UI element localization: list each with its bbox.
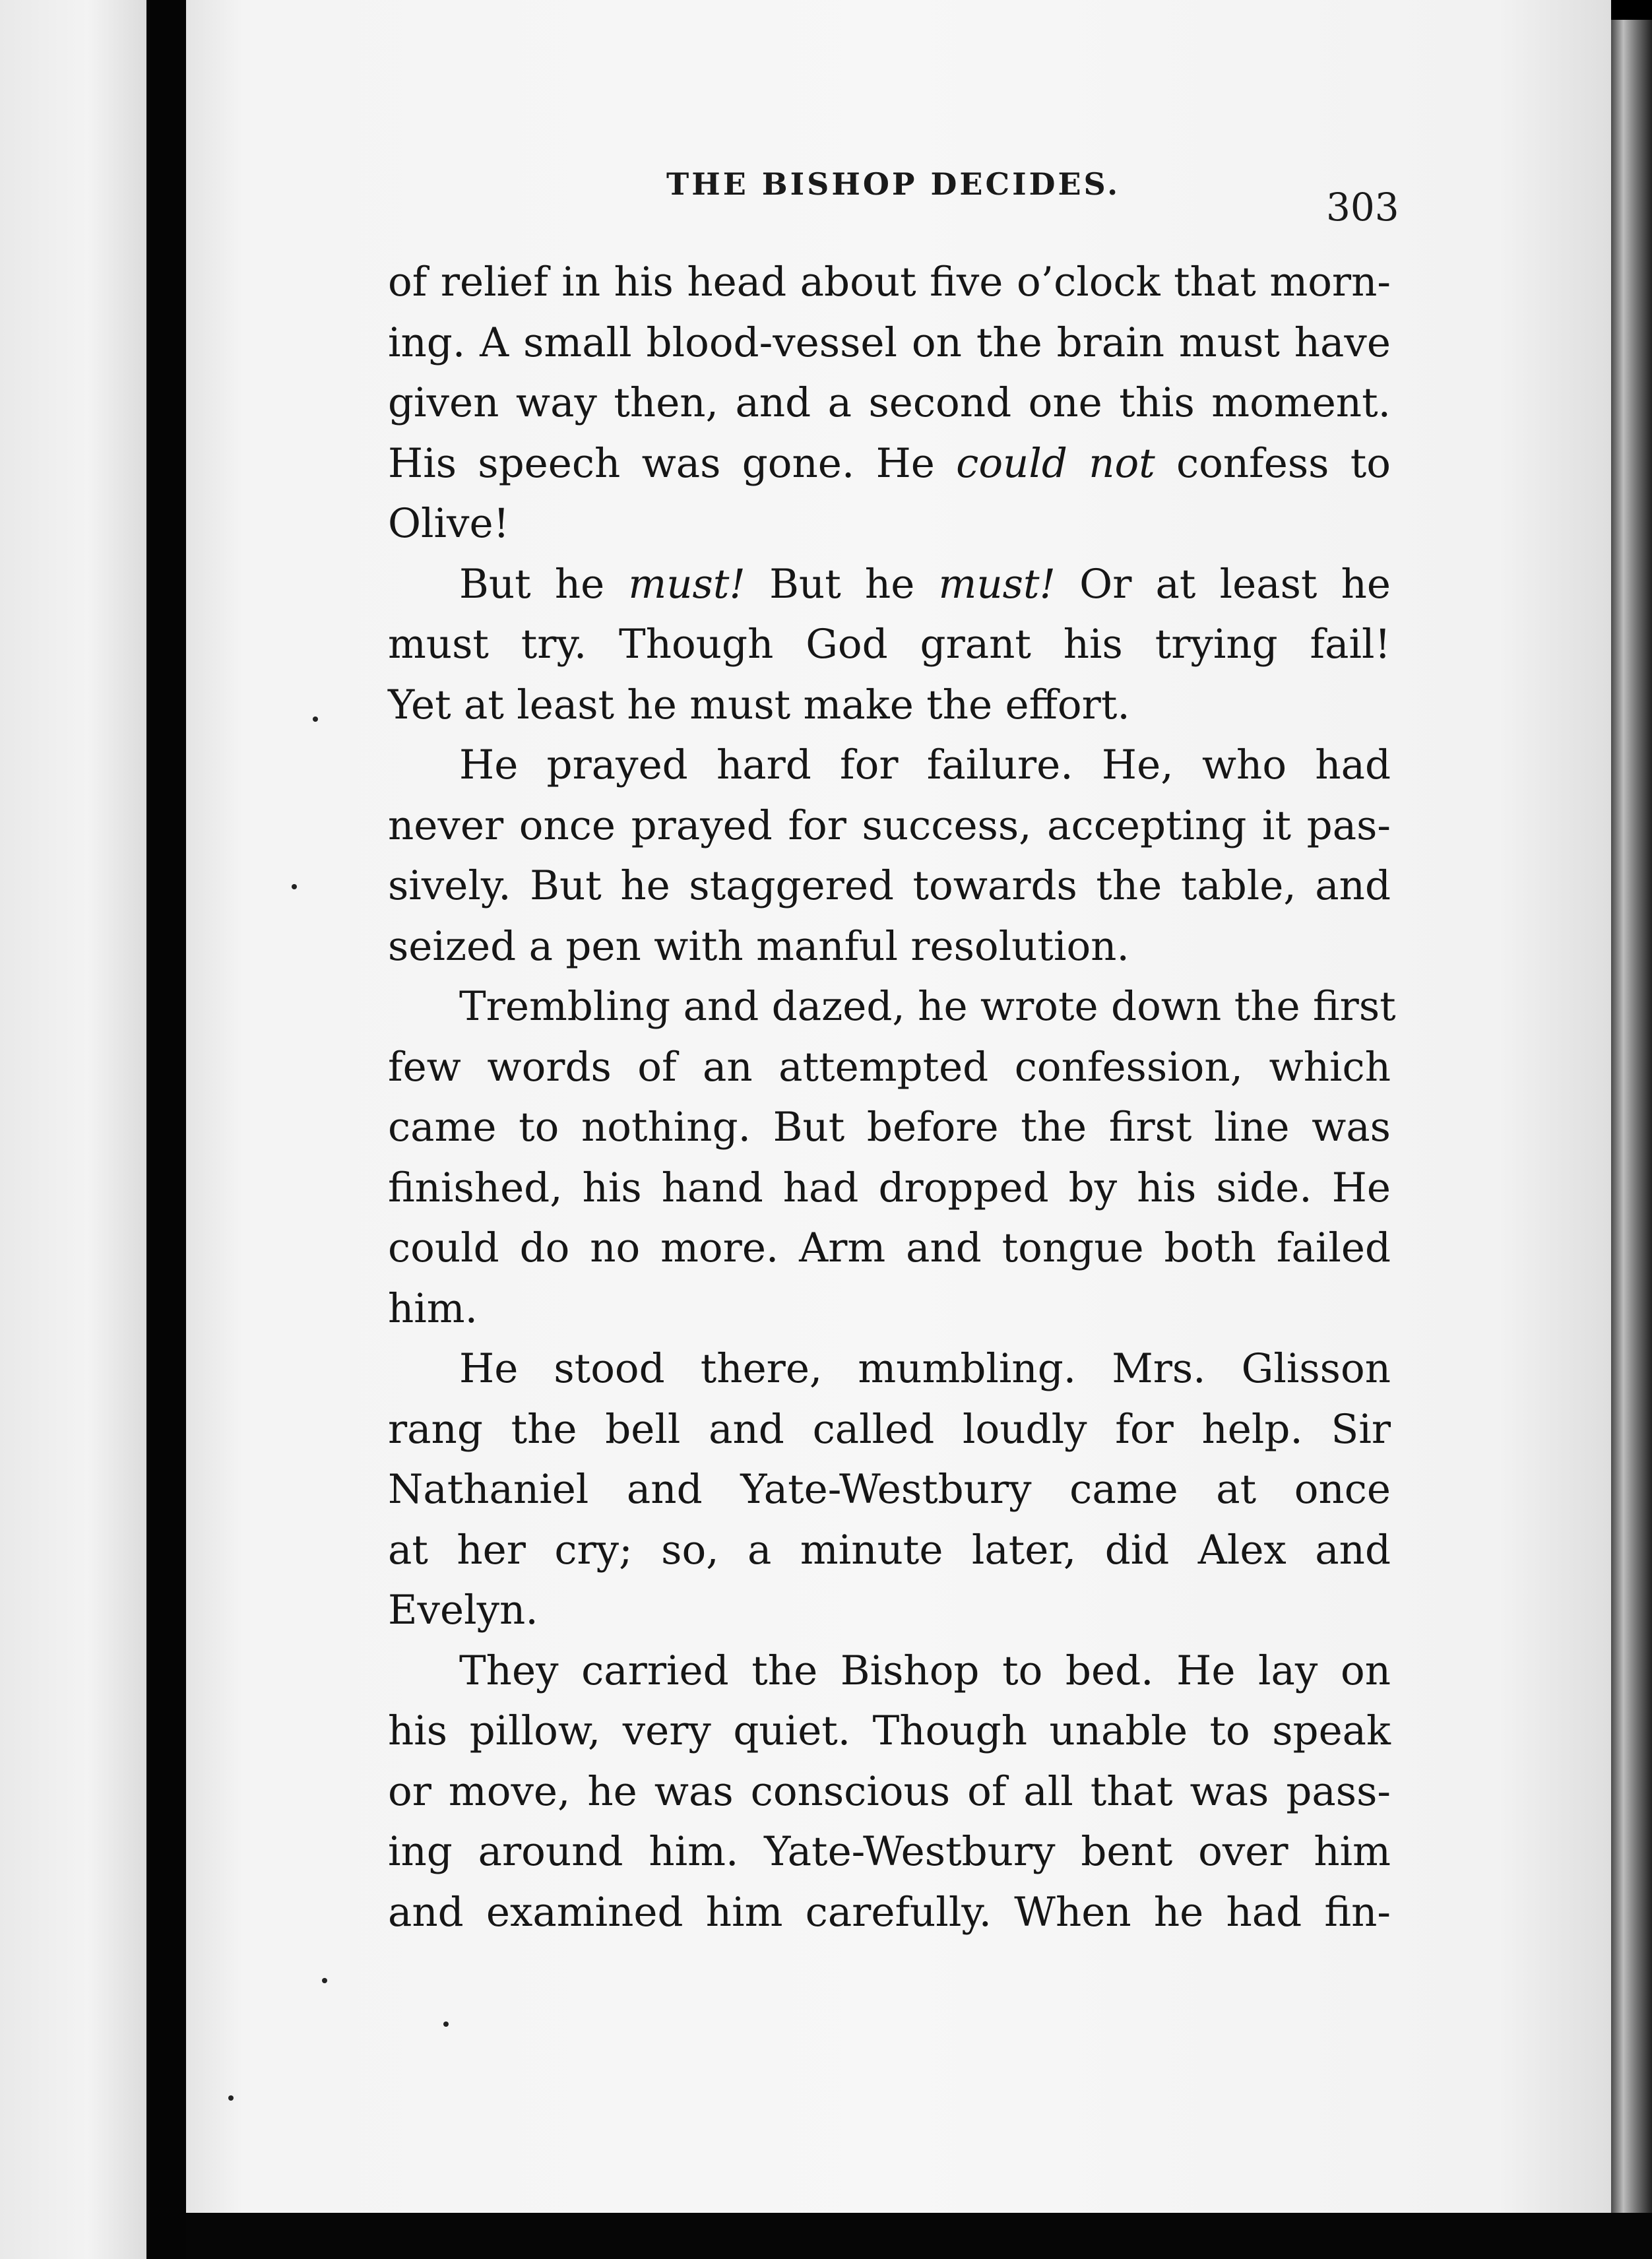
text-line: ing around him. Yate-Westbury bent over him [388,1828,1391,1875]
ink-speck [228,2095,234,2101]
text-run: But he [459,560,629,608]
text-line: Evelyn. [388,1587,538,1634]
text-line: never once prayed for success, accepting it pas- [388,802,1391,849]
paragraph [388,735,1391,976]
text-line: his pillow, very quiet. Though unable to speak [388,1707,1391,1754]
text-line: him. [388,1285,478,1332]
text-run: But he [745,560,939,608]
body-text [388,252,1396,1942]
bottom-shadow [186,2213,1652,2259]
ink-speck [322,1978,327,1983]
facing-page-edge [0,0,146,2259]
text-line: rang the bell and called loudly for help. Sir [388,1405,1391,1453]
text-run: confess to [1155,439,1391,487]
text-line: few words of an attempted confession, which [388,1043,1391,1091]
text-line: Trembling and dazed, he wrote down the first [459,983,1396,1030]
ink-speck [443,2021,449,2027]
text-line: He stood there, mumbling. Mrs. Glisson [459,1345,1391,1392]
text-line [388,433,1391,494]
running-head: THE BISHOP DECIDES. [666,166,1121,202]
text-line: could do no more. Arm and tongue both failed [388,1225,1391,1271]
paragraph [388,1339,1391,1641]
text-line: He prayed hard for failure. He, who had [459,742,1391,788]
book-gutter [146,0,186,2259]
italic-run: must! [628,560,746,608]
text-line: must try. Though God grant his trying fail! [388,621,1391,668]
text-line: ing. A small blood-vessel on the brain must have [388,319,1391,366]
italic-run: could not [956,439,1155,487]
text-line: finished, his hand had dropped by his side. He [388,1164,1391,1211]
paragraph [388,554,1391,736]
paragraph [388,1641,1391,1943]
text-line: given way then, and a second one this moment. [388,379,1391,426]
text-line: Olive! [388,500,510,547]
page-number: 303 [1326,185,1399,230]
text-line: of relief in his head about five o’clock that morn- [388,259,1391,305]
text-line [388,554,1391,615]
paragraph [388,252,1391,554]
text-line: came to nothing. But before the first line was [388,1104,1391,1151]
text-line: Yet at least he must make the effort. [388,681,1130,728]
text-line: Nathaniel and Yate-Westbury came at once [388,1466,1391,1513]
text-line: and examined him carefully. When he had fin- [388,1888,1391,1936]
text-line: sively. But he staggered towards the table, and [388,862,1391,909]
ink-speck [313,716,318,722]
ink-speck [292,884,297,889]
text-line: They carried the Bishop to bed. He lay on [459,1647,1391,1694]
text-line: at her cry; so, a minute later, did Alex and [388,1526,1391,1574]
page-edge-stack [1611,20,1652,2213]
text-run: His speech was gone. He [388,439,957,487]
paragraph [388,976,1396,1339]
text-line: or move, he was conscious of all that was pass- [388,1767,1391,1815]
italic-run: must! [938,560,1056,608]
text-line: seized a pen with manful resolution. [388,922,1129,970]
text-run: Or at least he [1055,560,1391,608]
